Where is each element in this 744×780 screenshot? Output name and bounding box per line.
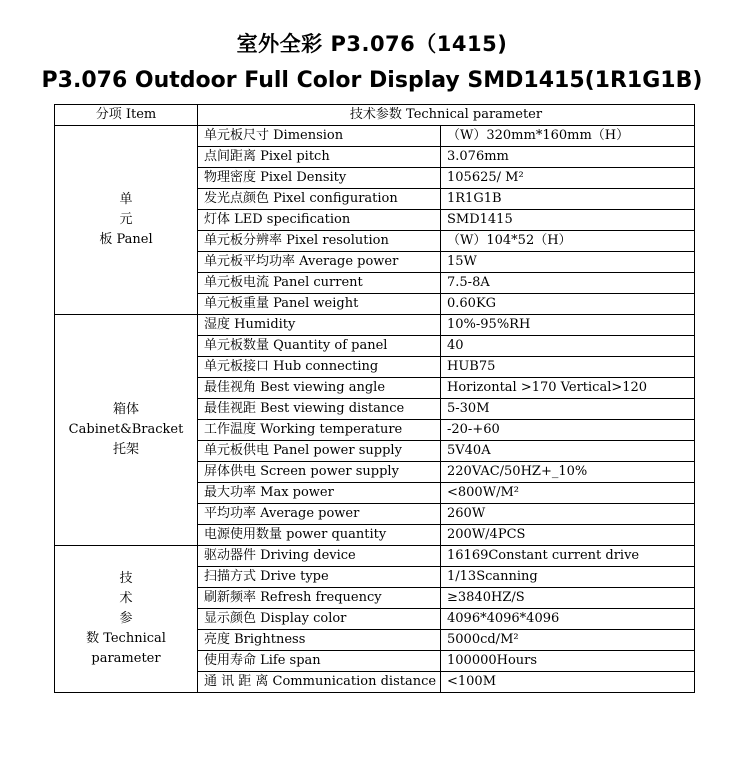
parameter-name: 单元板平均功率 Average power — [198, 252, 441, 273]
parameter-name: 工作温度 Working temperature — [198, 420, 441, 441]
parameter-value: 1/13Scanning — [441, 567, 695, 588]
parameter-name: 单元板数量 Quantity of panel — [198, 336, 441, 357]
category-label-line: Cabinet&Bracket — [68, 422, 184, 437]
category-label-line: parameter — [91, 651, 161, 666]
parameter-value: 16169Constant current drive — [441, 546, 695, 567]
parameter-name: 最佳视距 Best viewing distance — [198, 399, 441, 420]
parameter-value: （W）320mm*160mm（H） — [441, 126, 695, 147]
parameter-value: 5-30M — [441, 399, 695, 420]
parameter-name: 电源使用数量 power quantity — [198, 525, 441, 546]
parameter-value: 200W/4PCS — [441, 525, 695, 546]
category-label-line: 箱体 — [112, 402, 139, 417]
category-label-line: 技 — [119, 571, 133, 586]
category-cell — [55, 315, 198, 546]
parameter-value: HUB75 — [441, 357, 695, 378]
category-cell — [55, 546, 198, 693]
parameter-name: 点间距离 Pixel pitch — [198, 147, 441, 168]
table-row — [55, 315, 695, 336]
parameter-value: 4096*4096*4096 — [441, 609, 695, 630]
category-label-line: 术 — [119, 591, 133, 606]
parameter-value: 5000cd/M² — [441, 630, 695, 651]
parameter-name: 单元板接口 Hub connecting — [198, 357, 441, 378]
category-label-line: 托架 — [112, 442, 139, 457]
parameter-name: 刷新频率 Refresh frequency — [198, 588, 441, 609]
parameter-name: 单元板供电 Panel power supply — [198, 441, 441, 462]
parameter-value: 0.60KG — [441, 294, 695, 315]
parameter-name: 单元板电流 Panel current — [198, 273, 441, 294]
parameter-value: -20-+60 — [441, 420, 695, 441]
parameter-name: 发光点颜色 Pixel configuration — [198, 189, 441, 210]
parameter-value: 10%-95%RH — [441, 315, 695, 336]
parameter-value: 15W — [441, 252, 695, 273]
parameter-value: Horizontal >170 Vertical>120 — [441, 378, 695, 399]
parameter-name: 通 讯 距 离 Communication distance — [198, 672, 441, 693]
parameter-name: 湿度 Humidity — [198, 315, 441, 336]
parameter-name: 单元板分辨率 Pixel resolution — [198, 231, 441, 252]
parameter-name: 屏体供电 Screen power supply — [198, 462, 441, 483]
parameter-name: 使用寿命 Life span — [198, 651, 441, 672]
parameter-name: 最大功率 Max power — [198, 483, 441, 504]
parameter-name: 灯体 LED specification — [198, 210, 441, 231]
parameter-name: 单元板尺寸 Dimension — [198, 126, 441, 147]
parameter-value: 3.076mm — [441, 147, 695, 168]
parameter-value: ≥3840HZ/S — [441, 588, 695, 609]
category-label-line: 参 — [119, 611, 133, 626]
page-title-chinese: 室外全彩 P3.076（1415) — [236, 32, 508, 56]
parameter-name: 亮度 Brightness — [198, 630, 441, 651]
parameter-name: 单元板重量 Panel weight — [198, 294, 441, 315]
category-cell — [55, 126, 198, 315]
parameter-value: <100M — [441, 672, 695, 693]
category-label-line: 板 Panel — [99, 232, 153, 247]
header-technical-parameter: 技术参数 Technical parameter — [198, 105, 695, 126]
parameter-value: （W）104*52（H） — [441, 231, 695, 252]
category-label-line: 元 — [119, 212, 133, 227]
parameter-name: 驱动器件 Driving device — [198, 546, 441, 567]
parameter-name: 最佳视角 Best viewing angle — [198, 378, 441, 399]
table-header-row — [55, 105, 695, 126]
parameter-value: 100000Hours — [441, 651, 695, 672]
parameter-value: 5V40A — [441, 441, 695, 462]
spec-table — [54, 104, 695, 693]
parameter-value: 7.5-8A — [441, 273, 695, 294]
parameter-value: 1R1G1B — [441, 189, 695, 210]
parameter-name: 显示颜色 Display color — [198, 609, 441, 630]
parameter-name: 物理密度 Pixel Density — [198, 168, 441, 189]
parameter-value: <800W/M² — [441, 483, 695, 504]
parameter-value: 105625/ M² — [441, 168, 695, 189]
parameter-name: 扫描方式 Drive type — [198, 567, 441, 588]
table-row — [55, 546, 695, 567]
category-label-line: 单 — [119, 192, 133, 207]
parameter-value: SMD1415 — [441, 210, 695, 231]
parameter-value: 220VAC/50HZ+_10% — [441, 462, 695, 483]
header-item: 分项 Item — [55, 105, 198, 126]
parameter-name: 平均功率 Average power — [198, 504, 441, 525]
parameter-value: 260W — [441, 504, 695, 525]
page-title-english: P3.076 Outdoor Full Color Display SMD1415(1R1G1B) — [41, 68, 703, 93]
parameter-value: 40 — [441, 336, 695, 357]
category-label-line: 数 Technical — [86, 631, 166, 646]
table-row — [55, 126, 695, 147]
spec-table-body — [55, 126, 695, 693]
